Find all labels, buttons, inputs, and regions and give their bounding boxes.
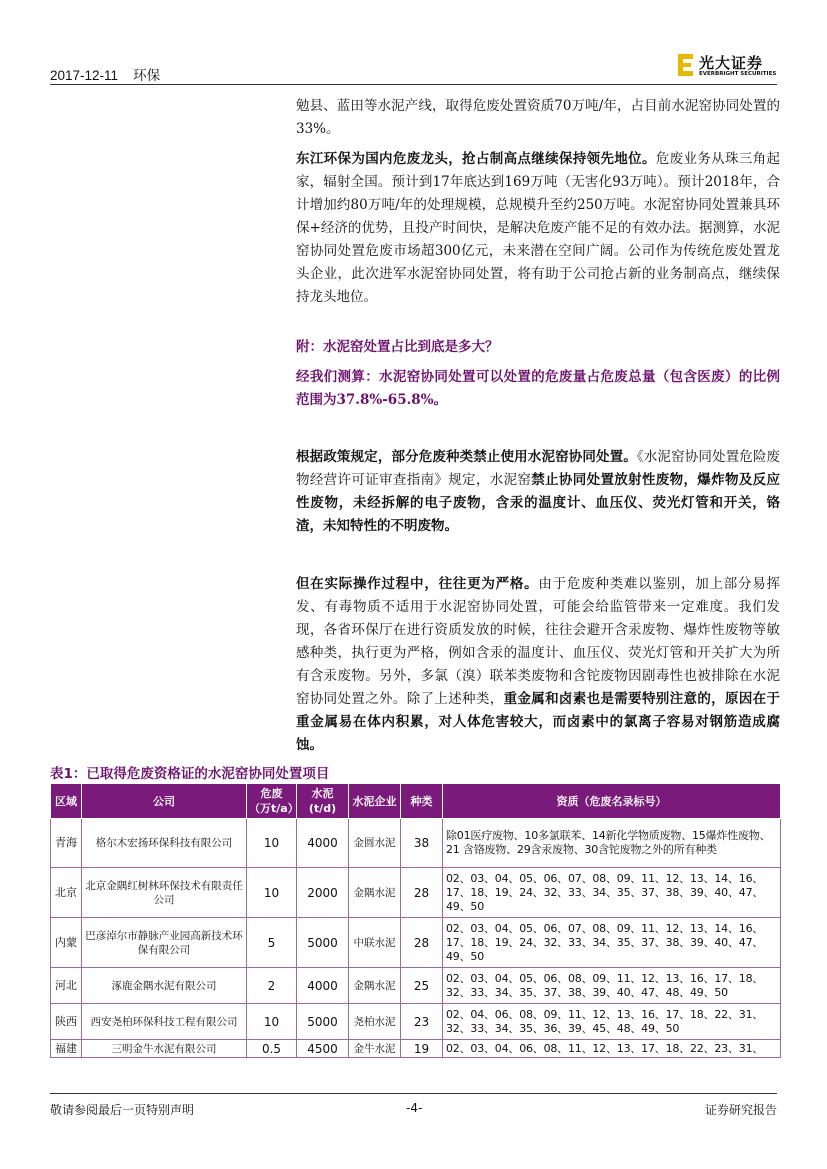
paragraph-1: 勉县、蓝田等水泥产线，取得危废处置资质70万吨/年，占目前水泥窑协同处置的33%。 — [296, 98, 780, 137]
cell-hazard: 0.5 — [247, 1040, 297, 1058]
cell-company: 巴彦淖尔市静脉产业园高新技术环保有限公司 — [82, 918, 247, 968]
table-row — [51, 1004, 781, 1040]
footer-report-type: 证券研究报告 — [704, 1103, 777, 1117]
table-row — [51, 819, 781, 868]
footer-disclaimer: 敬请参阅最后一页特别声明 — [50, 1103, 195, 1117]
cell-qualification: 02、03、04、05、06、07、08、09、11、12、13、14、16、17、18、19、24、32、33、34、35、37、38、39、40、47、49、50 — [443, 868, 781, 918]
cell-region: 陕西 — [51, 1004, 82, 1040]
header-sector: 环保 — [133, 68, 161, 83]
table-row — [51, 968, 781, 1004]
cell-region: 河北 — [51, 968, 82, 1004]
cell-region: 北京 — [51, 868, 82, 918]
policy-lead: 根据政策规定，部分危废种类禁止使用水泥窑协同处置。 — [296, 449, 637, 465]
cell-cement: 4000 — [297, 819, 349, 868]
page-header — [50, 50, 777, 85]
paragraph-policy — [296, 446, 780, 538]
table-row — [51, 918, 781, 968]
appendix-conclusion: 经我们测算：水泥窑协同处置可以处置的危废量占危废总量（包含医废）的比例范围为37.8%-65.8%。 — [296, 369, 780, 408]
cell-company: 西安尧柏环保科技工程有限公司 — [82, 1004, 247, 1040]
project-table — [50, 783, 781, 1058]
cell-types: 28 — [401, 918, 443, 968]
table-row — [51, 868, 781, 918]
cell-company: 格尔木宏扬环保科技有限公司 — [82, 819, 247, 868]
cell-enterprise: 金牛水泥 — [349, 1040, 401, 1058]
col-hazard: 危废 （万t/a） — [247, 784, 297, 819]
cell-cement: 4000 — [297, 968, 349, 1004]
cell-qualification: 02、04、06、08、09、11、12、13、16、17、18、22、31、32、33、34、35、36、39、45、48、49、50 — [443, 1004, 781, 1040]
cell-cement: 4500 — [297, 1040, 349, 1058]
cell-qualification: 02、03、04、06、08、11、12、13、17、18、22、23、31、 — [443, 1040, 781, 1058]
cell-enterprise: 金隅水泥 — [349, 868, 401, 918]
col-qualification: 资质（危废名录标号） — [443, 784, 781, 819]
cell-types: 38 — [401, 819, 443, 868]
practice-lead: 但在实际操作过程中，往往更为严格。 — [296, 576, 539, 592]
col-enterprise: 水泥企业 — [349, 784, 401, 819]
logo-text-cn: 光大证券 — [699, 54, 764, 72]
cell-cement: 5000 — [297, 918, 349, 968]
practice-text: 由于危废种类难以鉴别，加上部分易挥发、有毒物质不适用于水泥窑协同处置，可能会给监管带来一定难度。我们发现，各省环保厅在进行资质发放的时候，往往会避开含汞废物、爆炸性废物等敏感种类，执行更为严格，例如含汞的温度计、血压仪、荧光灯管和开关扩大为所有含汞废物。另外，多氯（溴）联苯类废物和含铊废物因剧毒性也被排除在水泥窑协同处置之外。除了上述种类， — [296, 576, 781, 707]
logo-text-en: EVERBRIGHT SECURITIES — [699, 71, 777, 77]
table-header-row — [51, 784, 781, 819]
col-region: 区域 — [51, 784, 82, 819]
footer-page-number: -4- — [406, 1101, 423, 1115]
practice-emphasis: 重金属和卤素也是需要特别注意的，原因在于重金属易在体内积累，对人体危害较大，而卤素中的氯离子容易对钢筋造成腐蚀。 — [296, 691, 781, 753]
cell-qualification: 02、03、04、05、06、07、08、09、11、12、13、14、16、17、18、19、24、32、33、34、35、37、38、39、40、47、49、50 — [443, 918, 781, 968]
paragraph-2 — [296, 148, 780, 309]
main-text — [296, 95, 780, 757]
header-date-sector — [50, 64, 160, 84]
col-cement: 水泥 (t/d) — [297, 784, 349, 819]
table-title: 表1：已取得危废资格证的水泥窑协同处置项目 — [50, 766, 330, 782]
paragraph-2-text: 危废业务从珠三角起家，辐射全国。预计到17年底达到169万吨（无害化93万吨）。预计2018年，合计增加约80万吨/年的处理规模，总规模升至约250万吨。水泥窑协同处置兼具环保+经济的优势，且投产时间快，是解决危废产能不足的有效办法。据测算，水泥窑协同处置危废市场超300亿元，未来潜在空间广阔。公司作为传统危废处置龙头企业，此次进军水泥窑协同处置，将有助于公司抢占新的业务制高点，继续保持龙头地位。 — [296, 151, 781, 305]
cell-hazard: 10 — [247, 1004, 297, 1040]
cell-company: 涿鹿金隅水泥有限公司 — [82, 968, 247, 1004]
cell-hazard: 10 — [247, 868, 297, 918]
cell-region: 福建 — [51, 1040, 82, 1058]
cell-enterprise: 尧柏水泥 — [349, 1004, 401, 1040]
cell-cement: 2000 — [297, 868, 349, 918]
cell-enterprise: 中联水泥 — [349, 918, 401, 968]
logo-mark-icon — [677, 52, 695, 78]
policy-text: 《水泥窑协同处置危险废物经营许可证审查指南》规定，水泥窑 — [296, 449, 781, 488]
cell-region: 青海 — [51, 819, 82, 868]
col-types: 种类 — [401, 784, 443, 819]
cell-qualification: 除01医疗废物、10多氯联苯、14新化学物质废物、15爆炸性废物、21 含铬废物、29含汞废物、30含铊废物之外的所有种类 — [443, 819, 781, 868]
cell-enterprise: 金隅水泥 — [349, 968, 401, 1004]
company-logo — [677, 52, 777, 80]
paragraph-practice — [296, 573, 780, 757]
cell-hazard: 5 — [247, 918, 297, 968]
header-date: 2017-12-11 — [50, 68, 119, 83]
page-footer — [50, 1093, 777, 1124]
cell-types: 23 — [401, 1004, 443, 1040]
cell-qualification: 02、03、04、05、06、08、09、11、12、13、16、17、18、32、33、34、35、37、38、39、40、47、48、49、50 — [443, 968, 781, 1004]
col-company: 公司 — [82, 784, 247, 819]
cell-region: 内蒙 — [51, 918, 82, 968]
cell-types: 19 — [401, 1040, 443, 1058]
cell-hazard: 2 — [247, 968, 297, 1004]
cell-company: 北京金隅红树林环保技术有限责任公司 — [82, 868, 247, 918]
cell-cement: 5000 — [297, 1004, 349, 1040]
cell-types: 25 — [401, 968, 443, 1004]
table-row — [51, 1040, 781, 1058]
cell-company: 三明金牛水泥有限公司 — [82, 1040, 247, 1058]
appendix-heading: 附：水泥窑处置占比到底是多大？ — [296, 339, 499, 355]
cell-enterprise: 金圆水泥 — [349, 819, 401, 868]
cell-hazard: 10 — [247, 819, 297, 868]
cell-types: 28 — [401, 868, 443, 918]
paragraph-2-lead: 东江环保为国内危废龙头，抢占制高点继续保持领先地位。 — [296, 151, 656, 167]
policy-banned: 禁止协同处置放射性废物，爆炸物及反应性废物，未经拆解的电子废物，含汞的温度计、血压仪、荧光灯管和开关，铬渣，未知特性的不明废物。 — [296, 472, 780, 534]
